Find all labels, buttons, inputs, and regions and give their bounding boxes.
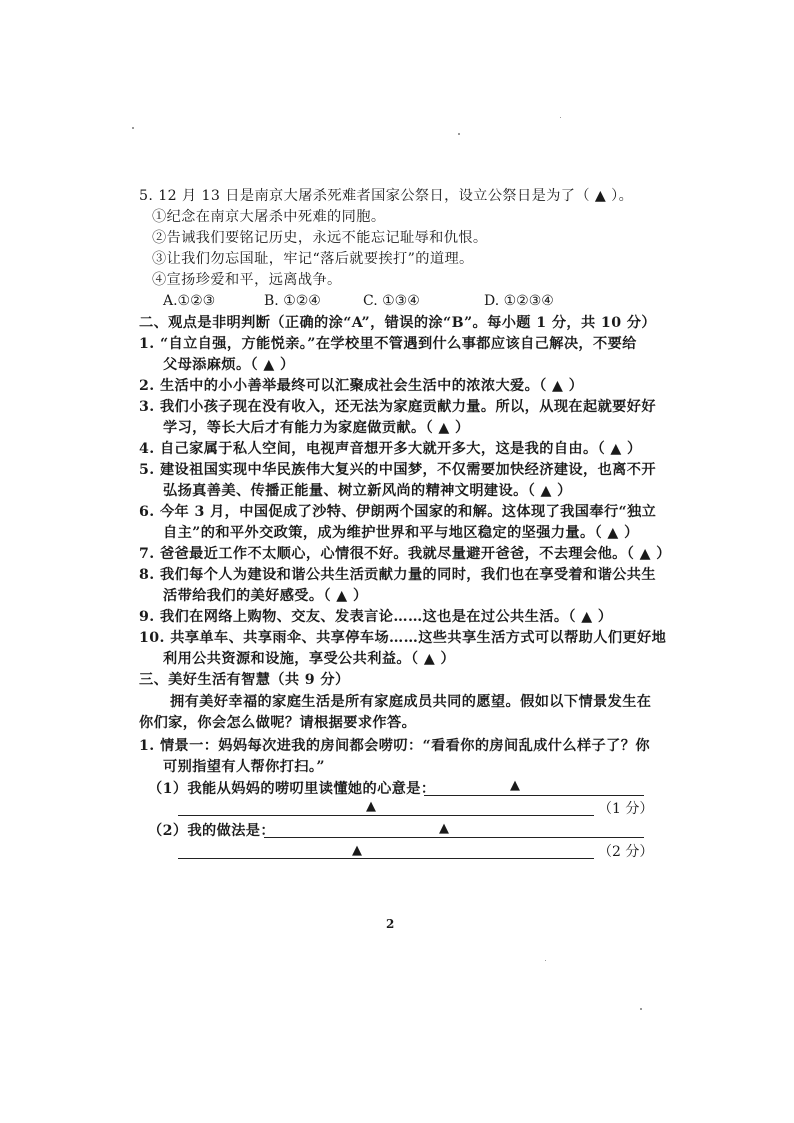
q5-stem: 5. 12 月 13 日是南京大屠杀死难者国家公祭日，设立公祭日是为了（ ▲ ）。	[139, 188, 634, 204]
triangle-icon: ▲	[352, 843, 362, 858]
triangle-icon: ▲	[366, 799, 376, 814]
triangle-icon: ▲	[439, 821, 449, 836]
scan-speck	[458, 133, 460, 135]
sub1-score: （1 分）	[598, 801, 654, 817]
section3-intro-1: 拥有美好幸福的家庭生活是所有家庭成员共同的愿望。假如以下情景发生在	[170, 694, 652, 710]
q5-option-a: A.①②③	[163, 293, 216, 309]
judge-line: 5. 建设祖国实现中华民族伟大复兴的中国梦，不仅需要加快经济建设，也离不开	[139, 462, 656, 478]
judge-line: 利用公共资源和设施，享受公共利益。（ ▲ ）	[163, 651, 456, 667]
judge-line: 父母添麻烦。（ ▲ ）	[163, 357, 295, 373]
scan-speck	[545, 960, 546, 961]
q5-item-3: ③让我们勿忘国耻，牢记“落后就要挨打”的道理。	[152, 251, 474, 267]
triangle-icon: ▲	[510, 778, 520, 793]
scan-speck	[560, 117, 561, 118]
judge-line: 1. “自立自强，方能悦亲。”在学校里不管遇到什么事都应该自己解决，不要给	[139, 336, 637, 352]
sub1-label: （1）我能从妈妈的唠叨里读懂她的心意是：	[148, 781, 436, 797]
answer-blank[interactable]	[178, 840, 594, 859]
answer-blank[interactable]	[264, 819, 644, 838]
section2-heading: 二、观点是非明判断（正确的涂“A”，错误的涂“B”。每小题 1 分，共 10 分）	[139, 315, 656, 331]
answer-blank[interactable]	[424, 777, 644, 796]
judge-line: 弘扬真善美、传播正能量、树立新风尚的精神文明建设。（ ▲ ）	[163, 483, 572, 499]
judge-line: 7. 爸爸最近工作不太顺心，心情很不好。我就尽量避开爸爸，不去理会他。（ ▲ ）	[139, 546, 671, 562]
judge-line: 9. 我们在网络上购物、交友、发表言论……这也是在过公共生活。（ ▲ ）	[139, 609, 613, 625]
judge-line: 3. 我们小孩子现在没有收入，还无法为家庭贡献力量。所以，从现在起就要好好	[139, 399, 656, 415]
sub2-label: （2）我的做法是：	[148, 823, 275, 839]
scene1-line-1: 1. 情景一：妈妈每次进我的房间都会唠叨：“看看你的房间乱成什么样子了？你	[139, 738, 650, 754]
judge-line: 6. 今年 3 月，中国促成了沙特、伊朗两个国家的和解。这体现了我国奉行“独立	[139, 504, 657, 520]
q5-option-c: C. ①③④	[363, 293, 420, 309]
q5-item-2: ②告诫我们要铭记历史，永远不能忘记耻辱和仇恨。	[152, 230, 488, 246]
page-number: 2	[386, 917, 395, 931]
q5-option-d: D. ①②③④	[484, 293, 554, 309]
judge-line: 10. 共享单车、共享雨伞、共享停车场……这些共享生活方式可以帮助人们更好地	[139, 630, 667, 646]
judge-line: 2. 生活中的小小善举最终可以汇聚成社会生活中的浓浓大爱。（ ▲ ）	[139, 378, 584, 394]
scene1-line-2: 可别指望有人帮你打扫。”	[163, 759, 325, 775]
judge-line: 活带给我们的美好感受。（ ▲ ）	[163, 588, 368, 604]
q5-option-b: B. ①②④	[264, 293, 321, 309]
judge-line: 自主”的和平外交政策，成为维护世界和平与地区稳定的坚强力量。（ ▲ ）	[163, 525, 639, 541]
q5-item-4: ④宣扬珍爱和平，远离战争。	[152, 272, 342, 288]
section3-intro-2: 你们家，你会怎么做呢？请根据要求作答。	[139, 715, 417, 731]
q5-item-1: ①纪念在南京大屠杀中死难的同胞。	[152, 209, 386, 225]
judge-line: 8. 我们每个人为建设和谐公共生活贡献力量的同时，我们也在享受着和谐公共生	[139, 567, 656, 583]
answer-blank[interactable]	[178, 797, 594, 816]
scan-speck	[132, 127, 134, 129]
scan-speck	[640, 1008, 642, 1010]
judge-line: 学习，等长大后才有能力为家庭做贡献。（ ▲ ）	[163, 420, 470, 436]
section3-heading: 三、美好生活有智慧（共 9 分）	[139, 672, 350, 688]
sub2-score: （2 分）	[598, 844, 654, 860]
judge-line: 4. 自己家属于私人空间，电视声音想开多大就开多大，这是我的自由。（ ▲ ）	[139, 441, 642, 457]
